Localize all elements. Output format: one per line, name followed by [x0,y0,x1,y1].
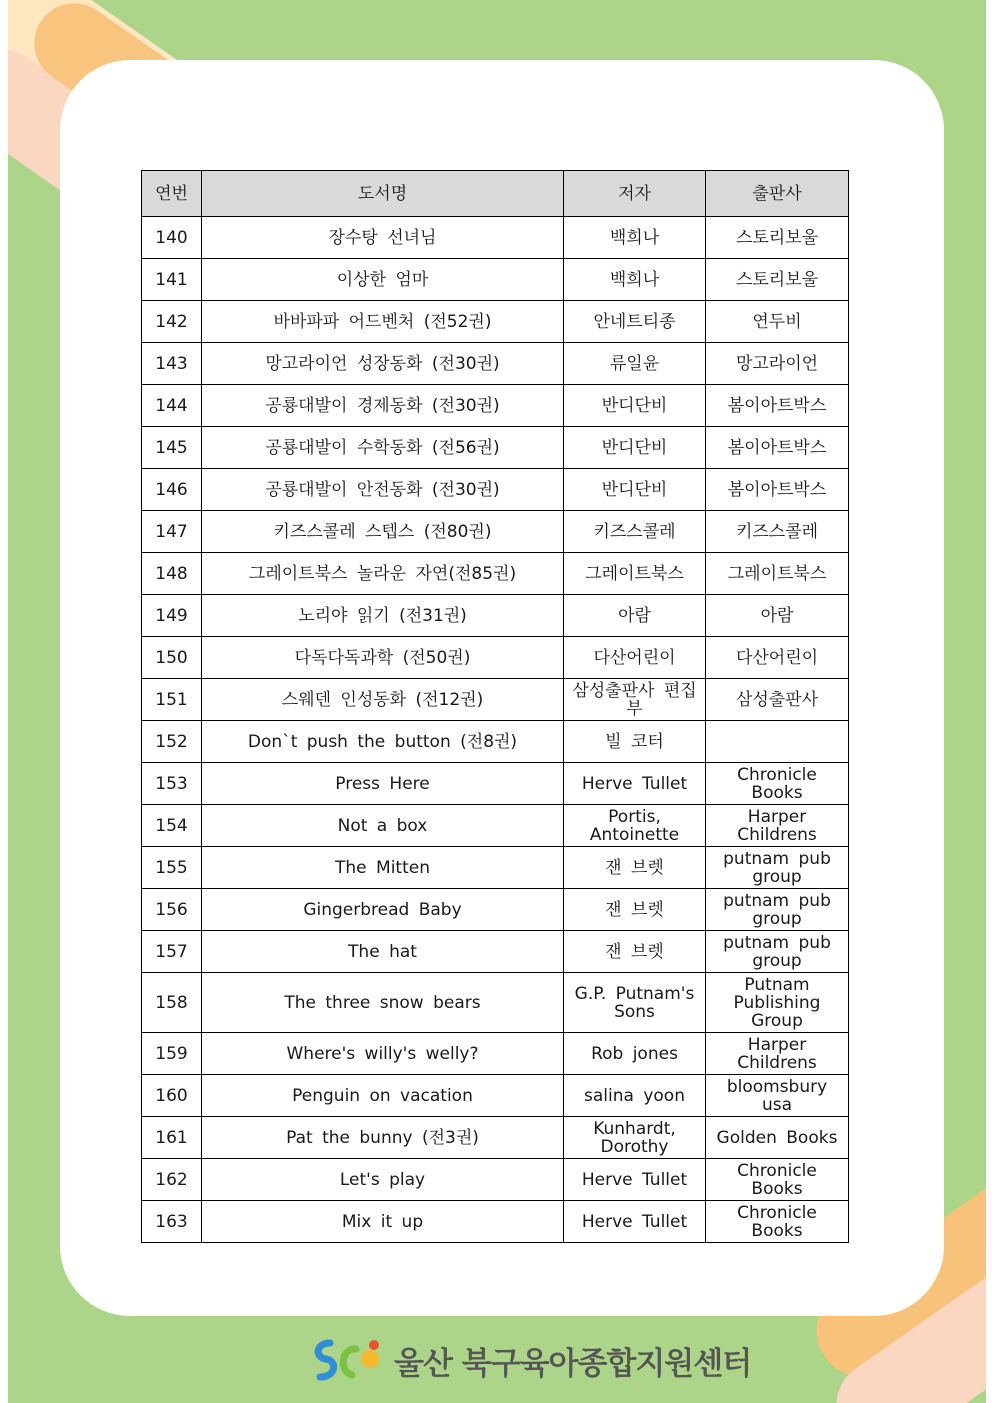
cell-publisher: 봄이아트박스 [706,385,849,427]
cell-publisher: 키즈스콜레 [706,511,849,553]
cell-title: The Mitten [202,847,564,889]
cell-number: 143 [142,343,202,385]
cell-number: 161 [142,1117,202,1159]
cell-title: Press Here [202,763,564,805]
cell-number: 155 [142,847,202,889]
cell-author: 백희나 [564,259,706,301]
cell-title: Don`t push the button (전8권) [202,721,564,763]
table-row [142,343,849,385]
cell-publisher: 연두비 [706,301,849,343]
table-row [142,931,849,973]
book-list-table [141,170,849,1243]
cell-publisher: putnam pub group [706,931,849,973]
cell-number: 144 [142,385,202,427]
cell-author: Herve Tullet [564,763,706,805]
cell-author: 그레이트북스 [564,553,706,595]
organization-name: 울산 북구육아종합지원센터 [394,1345,752,1382]
cell-number: 159 [142,1033,202,1075]
header-publisher: 출판사 [706,171,849,217]
cell-number: 140 [142,217,202,259]
table-row [142,847,849,889]
cell-title: 장수탕 선녀님 [202,217,564,259]
table-row [142,805,849,847]
table-row [142,511,849,553]
cell-title: Let's play [202,1159,564,1201]
cell-title: 다독다독과학 (전50권) [202,637,564,679]
cell-publisher: 스토리보울 [706,259,849,301]
cell-publisher: 봄이아트박스 [706,469,849,511]
cell-publisher: Chronicle Books [706,763,849,805]
table-row [142,1075,849,1117]
cell-publisher: putnam pub group [706,847,849,889]
cell-author: 류일윤 [564,343,706,385]
table-row [142,1201,849,1243]
cell-number: 153 [142,763,202,805]
table-row [142,595,849,637]
cell-author: 빌 코터 [564,721,706,763]
table-row [142,427,849,469]
header-title: 도서명 [202,171,564,217]
table-row [142,679,849,721]
cell-publisher: 스토리보울 [706,217,849,259]
cell-publisher: 그레이트북스 [706,553,849,595]
cell-publisher: putnam pub group [706,889,849,931]
cell-author: 삼성출판사 편집부 [564,679,706,721]
cell-author: 반디단비 [564,469,706,511]
footer [312,1336,751,1384]
table-row [142,553,849,595]
cell-author: Herve Tullet [564,1159,706,1201]
cell-number: 145 [142,427,202,469]
cell-title: Where's willy's welly? [202,1033,564,1075]
cell-title: 공룡대발이 경제동화 (전30권) [202,385,564,427]
cell-author: Rob jones [564,1033,706,1075]
cell-publisher: 봄이아트박스 [706,427,849,469]
cell-number: 141 [142,259,202,301]
cell-number: 148 [142,553,202,595]
cell-number: 146 [142,469,202,511]
cell-title: 이상한 엄마 [202,259,564,301]
cell-publisher: Chronicle Books [706,1201,849,1243]
cell-number: 158 [142,973,202,1033]
cell-number: 163 [142,1201,202,1243]
cell-title: 스웨덴 인성동화 (전12권) [202,679,564,721]
cell-number: 154 [142,805,202,847]
table-row [142,973,849,1033]
cell-title: Pat the bunny (전3권) [202,1117,564,1159]
cell-author: 아람 [564,595,706,637]
cell-title: 망고라이언 성장동화 (전30권) [202,343,564,385]
cell-author: Portis, Antoinette [564,805,706,847]
cell-author: 키즈스콜레 [564,511,706,553]
cell-title: Gingerbread Baby [202,889,564,931]
cell-title: Mix it up [202,1201,564,1243]
cell-number: 152 [142,721,202,763]
cell-title: The three snow bears [202,973,564,1033]
cell-number: 160 [142,1075,202,1117]
table-row [142,763,849,805]
cell-number: 156 [142,889,202,931]
cell-author: 잰 브렛 [564,931,706,973]
cell-title: Not a box [202,805,564,847]
cell-publisher: 아람 [706,595,849,637]
cell-title: The hat [202,931,564,973]
table-row [142,301,849,343]
cell-number: 151 [142,679,202,721]
cell-number: 149 [142,595,202,637]
cell-publisher: Harper Childrens [706,805,849,847]
cell-publisher: bloomsbury usa [706,1075,849,1117]
cell-title: Penguin on vacation [202,1075,564,1117]
cell-number: 150 [142,637,202,679]
cell-publisher: Putnam Publishing Group [706,973,849,1033]
cell-number: 162 [142,1159,202,1201]
cell-number: 157 [142,931,202,973]
table-body [142,217,849,1243]
table-row [142,385,849,427]
header-author: 저자 [564,171,706,217]
table-row [142,1033,849,1075]
cell-publisher: 다산어린이 [706,637,849,679]
cell-title: 노리야 읽기 (전31권) [202,595,564,637]
cell-publisher: Golden Books [706,1117,849,1159]
cell-title: 그레이트북스 놀라운 자연(전85권) [202,553,564,595]
cell-author: 반디단비 [564,385,706,427]
table-row [142,889,849,931]
cell-number: 142 [142,301,202,343]
center-logo-icon [312,1337,384,1383]
cell-title: 공룡대발이 안전동화 (전30권) [202,469,564,511]
table-row [142,217,849,259]
cell-publisher: Chronicle Books [706,1159,849,1201]
cell-publisher: Harper Childrens [706,1033,849,1075]
cell-title: 키즈스콜레 스텝스 (전80권) [202,511,564,553]
cell-author: salina yoon [564,1075,706,1117]
cell-publisher: 망고라이언 [706,343,849,385]
cell-number: 147 [142,511,202,553]
header-number: 연번 [142,171,202,217]
table-row [142,637,849,679]
table-row [142,469,849,511]
cell-author: 안네트티종 [564,301,706,343]
cell-author: G.P. Putnam's Sons [564,973,706,1033]
cell-publisher [706,721,849,763]
cell-publisher: 삼성출판사 [706,679,849,721]
cell-title: 바바파파 어드벤처 (전52권) [202,301,564,343]
table-row [142,1117,849,1159]
table-header-row [142,171,849,217]
cell-author: Kunhardt, Dorothy [564,1117,706,1159]
cell-author: 반디단비 [564,427,706,469]
cell-author: Herve Tullet [564,1201,706,1243]
cell-author: 잰 브렛 [564,847,706,889]
cell-author: 다산어린이 [564,637,706,679]
table-row [142,721,849,763]
cell-title: 공룡대발이 수학동화 (전56권) [202,427,564,469]
cell-author: 백희나 [564,217,706,259]
cell-author: 잰 브렛 [564,889,706,931]
table-row [142,259,849,301]
table-row [142,1159,849,1201]
